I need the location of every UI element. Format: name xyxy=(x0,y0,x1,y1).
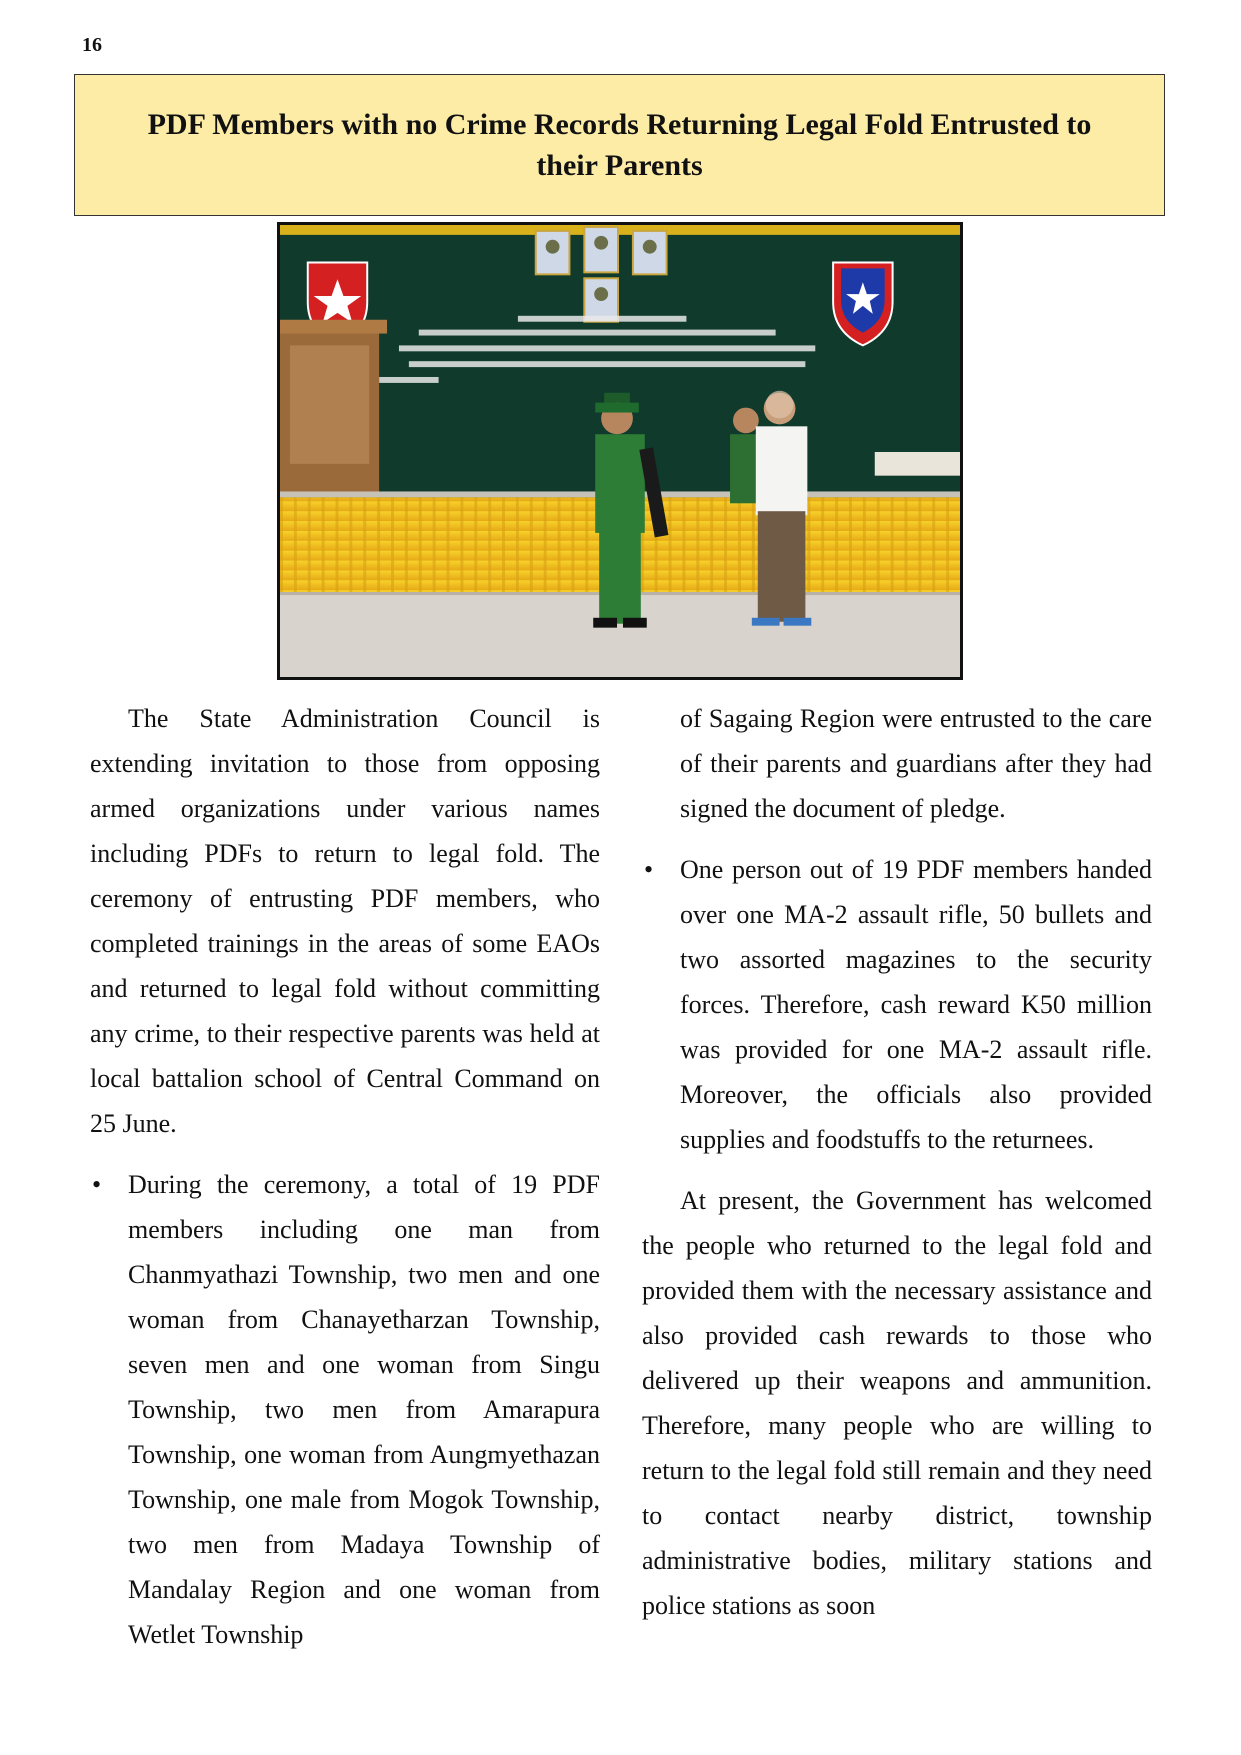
bullet-returnees-count: • During the ceremony, a total of 19 PDF members including one man from Chanmyathazi Township, two men and one woman from Chanayetharzan Township, seven men and one woman from Singu Township, two men from Amarapura Township, one woman from Aungmyethazan Township, one male from Mogok Township, two men from Madaya Township of Mandalay Region and one woman from Wetlet Township xyxy=(90,1162,600,1657)
ceremony-photo xyxy=(277,222,963,680)
ceremony-photo-illustration xyxy=(280,225,960,677)
page-number: 16 xyxy=(82,34,102,56)
bullet-list xyxy=(90,1162,600,1657)
title-box xyxy=(74,74,1165,216)
bullet-returnees-continued: of Sagaing Region were entrusted to the care of their parents and guardians after they had signed the document of pledge. xyxy=(680,704,1152,823)
closing-paragraph: At present, the Government has welcomed the people who returned to the legal fold and provided them with the necessary assistance and also provided cash rewards to those who delivered up their weapons and ammunition. Therefore, many people who are willing to return to the legal fold still remain and they need to contact nearby district, township administrative bodies, military stations and police stations as soon xyxy=(642,1186,1152,1620)
bullet-list-continued xyxy=(642,847,1152,1162)
right-column xyxy=(642,696,1152,1628)
article-title: PDF Members with no Crime Records Returning Legal Fold Entrusted to their Parents xyxy=(147,108,1092,182)
intro-paragraph: The State Administration Council is extending invitation to those from opposing armed organizations under various names including PDFs to return to legal fold. The ceremony of entrusting PDF members, who completed trainings in the areas of some EAOs and returned to legal fold without committing any crime, to their respective parents was held at local battalion school of Central Command on 25 June. xyxy=(90,704,600,1138)
left-column xyxy=(90,696,600,1657)
bullet-weapon-handover: • One person out of 19 PDF members handed over one MA-2 assault rifle, 50 bullets and two assorted magazines to the security forces. Therefore, cash reward K50 million was provided for one MA-2 assault rifle. Moreover, the officials also provided supplies and foodstuffs to the returnees. xyxy=(642,847,1152,1162)
